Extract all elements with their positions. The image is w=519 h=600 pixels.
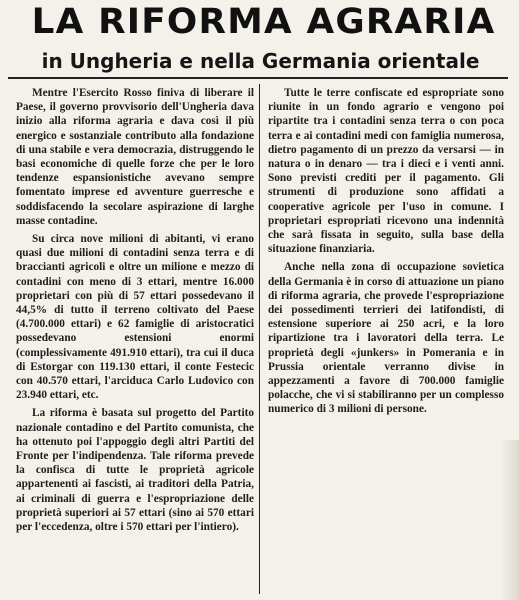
- right-column: [268, 86, 504, 417]
- paper-edge-shadow: [501, 440, 519, 600]
- left-column: [16, 86, 254, 534]
- headline: LA RIFORMA AGRARIA: [31, 2, 496, 42]
- paragraph: La riforma è basata sul progetto del Partito nazionale contadino e del Partito comunista, che ha ottenuto poi l'appoggio degli altri Partiti del Fronte per l'indipendenza. Tale riforma prevede la confisca di tutte le proprietà agricole appartenenti ai fascisti, ai traditori della Patria, ai criminali di guerra e l'espropriazione delle proprietà superiori ai 57 ettari (sino ai 570 ettari per l'eccedenza, oltre i 570 ettari per l'intiero).: [16, 407, 254, 534]
- paragraph: Su circa nove milioni di abitanti, vi erano quasi due milioni di contadini senza terra e di braccianti agricoli e oltre un milione e mezzo di contadini con meno di 3 ettari, mentre 16.000 proprietari con più di 57 ettari possedevano il 44,5% di tutto il terreno coltivato del Paese (4.700.000 ettari) e 62 famiglie di aristocratici possedevano estensioni enormi (complessivamente 491.910 ettari), tra cui il duca di Estorgar con 119.130 ettari, il conte Festecic con 40.570 ettari, l'arciduca Carlo Ludovico con 23.940 ettari, etc.: [16, 233, 254, 402]
- column-divider: [259, 84, 260, 594]
- paragraph: Anche nella zona di occupazione sovietica della Germania è in corso di attuazione un piano di riforma agraria, che provede l'espropriazione dei possedimenti terrieri dei latifondisti, di estensione superiore ai 250 acri, e la loro ripartizione tra i lavoratori della terra. Le proprietà degli «junkers» in Pomerania e in Prussia orientale verranno divise in appezzamenti a favore di 700.000 famiglie polacche, che vi si stabiliranno per un complesso numerico di 3 milioni di persone.: [268, 261, 504, 416]
- paragraph: Mentre l'Esercito Rosso finiva di liberare il Paese, il governo provvisorio dell'Ungheria dava inizio alla riforma agraria e dava così il più energico e sostanziale contributo alla fondazione di una stabile e vera democrazia, distruggendo le basi economiche di quelle forze che per le loro tendenze espansionistiche avevano sempre fomentato imprese ed avventure guerresche e soddisfacendo la secolare aspirazione di larghe masse contadine.: [16, 87, 254, 227]
- paragraph: Tutte le terre confiscate ed espropriate sono riunite in un fondo agrario e vengono poi ripartite tra i contadini senza terra o con poca terra e ai contadini medi con famiglia numerosa, dietro pagamento di un prezzo da versarsi — in natura o in denaro — tra i dieci e i venti anni. Sono previsti crediti per il pagamento. Gli strumenti di produzione sono affidati a cooperative agricole per l'uso in comune. I proprietari espropriati ricevono una indennità che sarà fissata in seguito, sulla base della situazione finanziaria.: [268, 87, 504, 256]
- subheadline: in Ungheria e nella Germania orientale: [41, 49, 480, 73]
- headline-rule: [8, 77, 508, 79]
